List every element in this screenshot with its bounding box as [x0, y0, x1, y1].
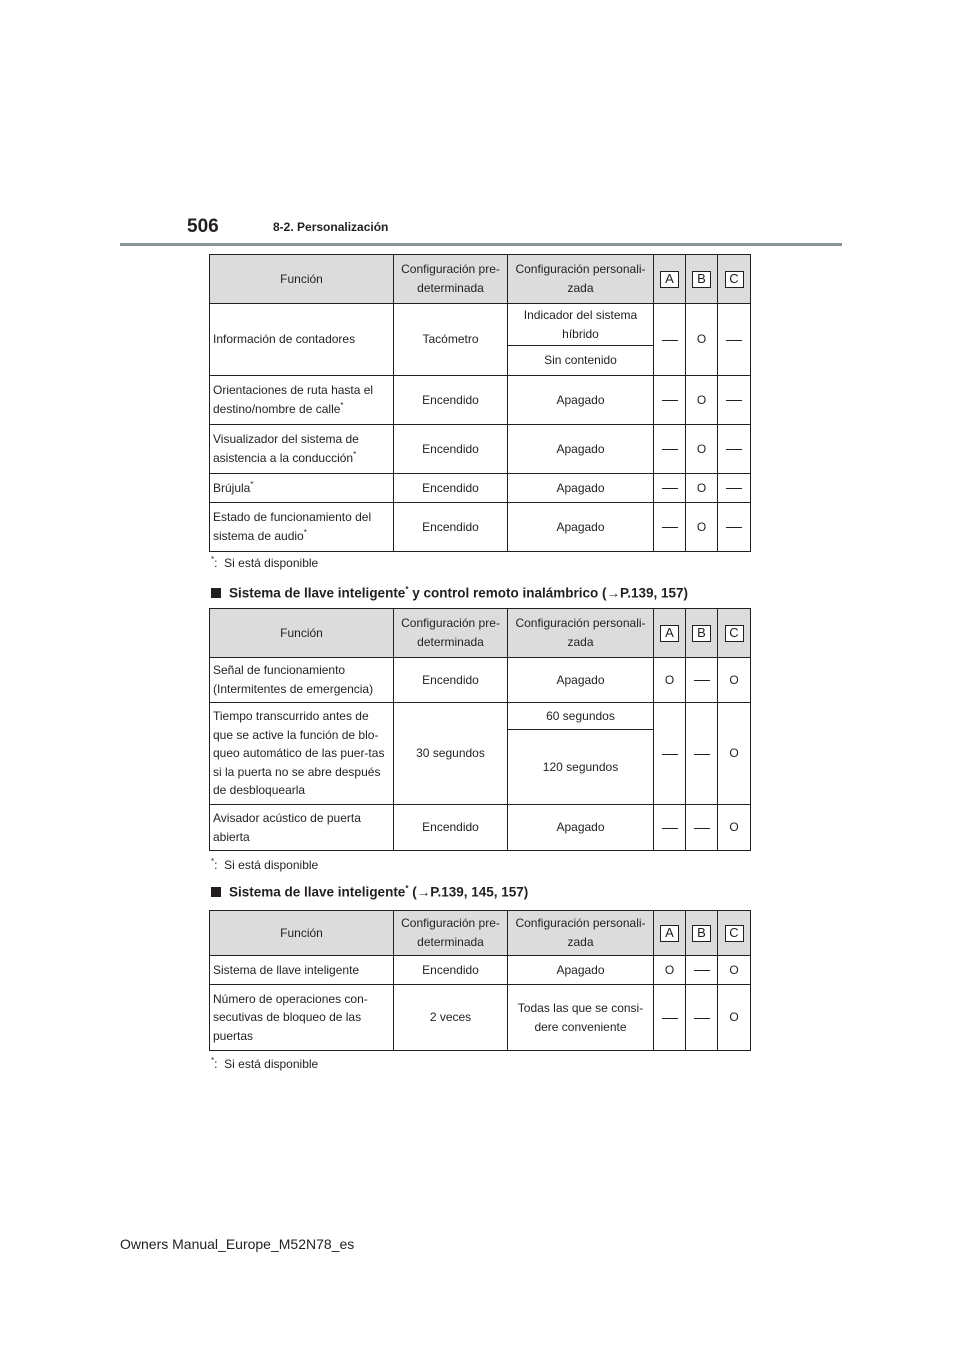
dash-mark	[694, 754, 710, 755]
cell-b	[686, 985, 718, 1051]
cell-b: O	[686, 376, 718, 425]
cell-b	[686, 658, 718, 703]
cell-c: O	[718, 658, 751, 703]
dash-mark	[662, 400, 678, 401]
table-header-row	[210, 609, 751, 658]
dash-mark	[694, 680, 710, 681]
cell-function: Información de contadores	[210, 304, 394, 376]
dash-mark	[662, 1018, 678, 1019]
box-b-icon: B	[692, 925, 711, 942]
dash-mark	[694, 970, 710, 971]
cell-a	[654, 304, 686, 376]
cell-a: O	[654, 658, 686, 703]
page-number: 506	[187, 216, 219, 237]
dash-mark	[694, 1018, 710, 1019]
cell-a	[654, 503, 686, 552]
col-header-function: Función	[210, 255, 394, 304]
cell-c	[718, 503, 751, 552]
subheading: Sistema de llave inteligente* y control remoto inalámbrico (→P.139, 157)	[211, 585, 688, 601]
cell-function: Sistema de llave inteligente	[210, 956, 394, 985]
col-header-function: Función	[210, 609, 394, 658]
cell-c: O	[718, 956, 751, 985]
cell-function: Orientaciones de ruta hasta el destino/nombre de calle*	[210, 376, 394, 425]
col-header-default: Configuración pre-determinada	[394, 911, 508, 956]
footnote: *: Si está disponible	[211, 1056, 319, 1071]
cell-b: O	[686, 474, 718, 503]
table-row	[210, 425, 751, 474]
dash-mark	[726, 488, 742, 489]
dash-mark	[662, 449, 678, 450]
cell-custom: Apagado	[508, 956, 654, 985]
box-c-icon: C	[725, 925, 744, 942]
cell-a: O	[654, 956, 686, 985]
dash-mark	[726, 527, 742, 528]
col-header-a	[654, 609, 686, 658]
footnote: *: Si está disponible	[211, 555, 319, 570]
dash-mark	[662, 340, 678, 341]
box-a-icon: A	[660, 271, 679, 288]
dash-mark	[726, 340, 742, 341]
cell-b: O	[686, 503, 718, 552]
cell-b: O	[686, 425, 718, 474]
dash-mark	[662, 828, 678, 829]
box-b-icon: B	[692, 625, 711, 642]
cell-function: Señal de funcionamiento (Intermitentes de emergencia)	[210, 658, 394, 703]
cell-b: O	[686, 304, 718, 376]
settings-table-display	[209, 254, 751, 552]
cell-function: Avisador acústico de puerta abierta	[210, 805, 394, 851]
cell-function: Tiempo transcurrido antes de que se active la función de blo-queo automático de las puer-tas si la puerta no se abre después de desbloquearla	[210, 703, 394, 805]
col-header-c	[718, 609, 751, 658]
col-header-c	[718, 911, 751, 956]
footer-doc-name: Owners Manual_Europe_M52N78_es	[120, 1236, 355, 1252]
table-row	[210, 658, 751, 703]
col-header-a	[654, 255, 686, 304]
box-a-icon: A	[660, 925, 679, 942]
cell-function: Visualizador del sistema de asistencia a la conducción*	[210, 425, 394, 474]
table-row	[210, 376, 751, 425]
section-title: 8-2. Personalización	[273, 220, 389, 234]
cell-custom: Apagado	[508, 376, 654, 425]
cell-a	[654, 985, 686, 1051]
cell-a	[654, 376, 686, 425]
cell-a	[654, 425, 686, 474]
cell-function: Estado de funcionamiento del sistema de audio*	[210, 503, 394, 552]
bullet-square-icon	[211, 887, 221, 897]
table-row	[210, 474, 751, 503]
cell-custom: Apagado	[508, 503, 654, 552]
dash-mark	[662, 527, 678, 528]
col-header-b	[686, 609, 718, 658]
cell-default: 2 veces	[394, 985, 508, 1051]
col-header-custom: Configuración personali-zada	[508, 609, 654, 658]
footnote: *: Si está disponible	[211, 857, 319, 872]
col-header-function: Función	[210, 911, 394, 956]
cell-c	[718, 376, 751, 425]
table-row	[210, 956, 751, 985]
table-row	[210, 703, 751, 730]
cell-default: Encendido	[394, 474, 508, 503]
cell-c	[718, 425, 751, 474]
table-row	[210, 503, 751, 552]
cell-default: Encendido	[394, 425, 508, 474]
cell-c: O	[718, 805, 751, 851]
settings-table-smart-key-remote	[209, 608, 751, 851]
col-header-default: Configuración pre-determinada	[394, 255, 508, 304]
col-header-b	[686, 911, 718, 956]
col-header-custom: Configuración personali-zada	[508, 255, 654, 304]
cell-custom: Indicador del sistema híbrido	[508, 304, 654, 346]
box-c-icon: C	[725, 625, 744, 642]
cell-a	[654, 703, 686, 805]
dash-mark	[726, 400, 742, 401]
col-header-c	[718, 255, 751, 304]
box-c-icon: C	[725, 271, 744, 288]
cell-a	[654, 474, 686, 503]
dash-mark	[726, 449, 742, 450]
cell-b	[686, 703, 718, 805]
table-row	[210, 805, 751, 851]
col-header-a	[654, 911, 686, 956]
cell-default: Encendido	[394, 376, 508, 425]
cell-default: Encendido	[394, 503, 508, 552]
table-header-row	[210, 255, 751, 304]
cell-b	[686, 956, 718, 985]
cell-custom-alt: 120 segundos	[508, 730, 654, 805]
cell-custom: 60 segundos	[508, 703, 654, 730]
subheading: Sistema de llave inteligente* (→P.139, 145, 157)	[211, 884, 528, 900]
cell-c: O	[718, 703, 751, 805]
box-b-icon: B	[692, 271, 711, 288]
cell-custom: Apagado	[508, 425, 654, 474]
cell-default: Tacómetro	[394, 304, 508, 376]
cell-default: 30 segundos	[394, 703, 508, 805]
cell-function: Brújula*	[210, 474, 394, 503]
dash-mark	[694, 828, 710, 829]
dash-mark	[662, 488, 678, 489]
cell-c	[718, 474, 751, 503]
cell-default: Encendido	[394, 956, 508, 985]
cell-function: Número de operaciones con-secutivas de bloqueo de las puertas	[210, 985, 394, 1051]
cell-a	[654, 805, 686, 851]
cell-b	[686, 805, 718, 851]
table-row	[210, 304, 751, 346]
table-header-row	[210, 911, 751, 956]
header-rule	[120, 243, 842, 246]
box-a-icon: A	[660, 625, 679, 642]
cell-custom: Apagado	[508, 658, 654, 703]
cell-custom: Todas las que se consi-dere conveniente	[508, 985, 654, 1051]
col-header-default: Configuración pre-determinada	[394, 609, 508, 658]
cell-custom: Apagado	[508, 474, 654, 503]
col-header-custom: Configuración personali-zada	[508, 911, 654, 956]
bullet-square-icon	[211, 588, 221, 598]
cell-c	[718, 304, 751, 376]
cell-default: Encendido	[394, 805, 508, 851]
settings-table-smart-key	[209, 910, 751, 1051]
cell-custom: Apagado	[508, 805, 654, 851]
cell-custom-alt: Sin contenido	[508, 346, 654, 376]
cell-c: O	[718, 985, 751, 1051]
cell-default: Encendido	[394, 658, 508, 703]
table-row	[210, 985, 751, 1051]
dash-mark	[662, 754, 678, 755]
col-header-b	[686, 255, 718, 304]
